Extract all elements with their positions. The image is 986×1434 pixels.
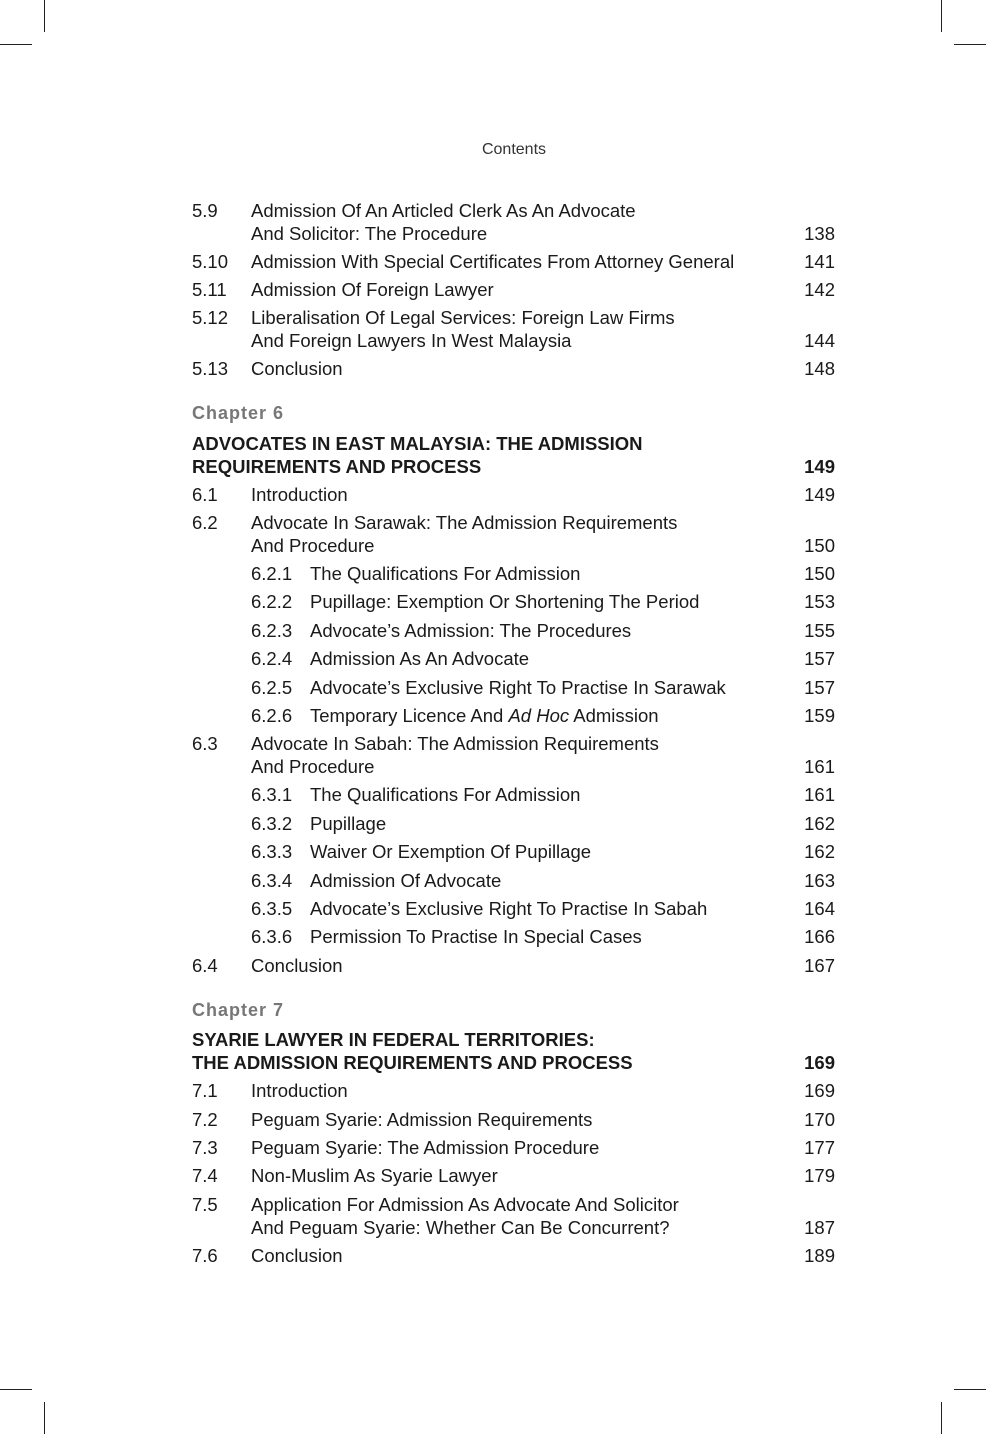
entry-page: 153: [804, 591, 835, 612]
crop-mark-top-right-vertical: [941, 0, 942, 32]
crop-mark-bottom-left-horizontal: [0, 1389, 32, 1390]
entry-title: Pupillage: Exemption Or Shortening The Period: [310, 591, 700, 612]
entry-page: 157: [804, 677, 835, 698]
entry-page: 161: [804, 784, 835, 805]
entry-number: 6.3.2: [251, 813, 293, 834]
chapter-6-label: Chapter 6: [192, 403, 285, 423]
entry-title-line1: Advocate In Sabah: The Admission Requirements: [251, 733, 659, 754]
entry-title: The Qualifications For Admission: [310, 563, 581, 584]
entry-number: 6.3.4: [251, 870, 293, 891]
entry-title-line2: And Procedure: [251, 756, 375, 777]
entry-title: [310, 704, 659, 727]
entry-page: 166: [804, 926, 835, 947]
entry-number: 7.5: [192, 1194, 218, 1215]
entry-number: 5.9: [192, 200, 218, 221]
entry-number: 5.11: [192, 279, 227, 300]
entry-title: The Qualifications For Admission: [310, 784, 581, 805]
chapter-title-line2: REQUIREMENTS AND PROCESS: [192, 456, 482, 477]
entry-number: 6.3.6: [251, 926, 293, 947]
chapter-title-line1: SYARIE LAWYER IN FEDERAL TERRITORIES:: [192, 1029, 595, 1050]
entry-title: Admission Of Advocate: [310, 870, 502, 891]
entry-page: 149: [804, 484, 835, 505]
entry-title-line2: And Procedure: [251, 535, 375, 556]
chapter-page: 169: [804, 1052, 835, 1073]
entry-title: Advocate’s Admission: The Procedures: [310, 620, 632, 641]
entry-title: Peguam Syarie: The Admission Procedure: [251, 1137, 600, 1158]
entry-title: Permission To Practise In Special Cases: [310, 926, 642, 947]
entry-page: 159: [804, 705, 835, 726]
entry-page: 141: [804, 251, 835, 272]
entry-page: 138: [804, 223, 835, 244]
entry-number: 6.3.1: [251, 784, 293, 805]
entry-number: 6.3.5: [251, 898, 293, 919]
entry-title: Waiver Or Exemption Of Pupillage: [310, 841, 592, 862]
entry-number: 6.2.2: [251, 591, 293, 612]
entry-title: Pupillage: [310, 813, 387, 834]
chapter-title-line1: ADVOCATES IN EAST MALAYSIA: THE ADMISSION: [192, 433, 643, 454]
entry-page: 155: [804, 620, 835, 641]
entry-title: Advocate’s Exclusive Right To Practise In Sabah: [310, 898, 708, 919]
entry-title: Conclusion: [251, 358, 343, 379]
entry-page: 150: [804, 563, 835, 584]
chapter-7-label: Chapter 7: [192, 1000, 285, 1020]
entry-number: 7.1: [192, 1080, 218, 1101]
entry-title: Admission Of Foreign Lawyer: [251, 279, 494, 300]
entry-page: 177: [804, 1137, 835, 1158]
entry-title-line1: Admission Of An Articled Clerk As An Advocate: [251, 200, 636, 221]
chapter-title-line2: THE ADMISSION REQUIREMENTS AND PROCESS: [192, 1052, 633, 1073]
entry-title: Advocate’s Exclusive Right To Practise In Sarawak: [310, 677, 726, 698]
entry-number: 6.2.6: [251, 705, 293, 726]
entry-number: 6.3.3: [251, 841, 293, 862]
entry-number: 5.10: [192, 251, 229, 272]
crop-mark-bottom-right-horizontal: [954, 1389, 986, 1390]
entry-title: Peguam Syarie: Admission Requirements: [251, 1109, 593, 1130]
entry-number: 6.2.5: [251, 677, 293, 698]
entry-title-line1: Advocate In Sarawak: The Admission Requirements: [251, 512, 678, 533]
entry-number: 5.13: [192, 358, 229, 379]
entry-number: 7.2: [192, 1109, 218, 1130]
crop-mark-top-left-horizontal: [0, 44, 32, 45]
entry-page: 162: [804, 813, 835, 834]
entry-page: 161: [804, 756, 835, 777]
entry-title: Conclusion: [251, 1245, 343, 1266]
entry-page: 148: [804, 358, 835, 379]
entry-number: 6.2: [192, 512, 218, 533]
entry-page: 164: [804, 898, 835, 919]
entry-page: 169: [804, 1080, 835, 1101]
entry-page: 179: [804, 1165, 835, 1186]
entry-page: 167: [804, 955, 835, 976]
entry-title-italic: Ad Hoc: [508, 705, 570, 726]
entry-number: 6.2.3: [251, 620, 293, 641]
running-header: Contents: [481, 141, 547, 158]
crop-mark-bottom-right-vertical: [941, 1402, 942, 1434]
entry-number: 7.3: [192, 1137, 218, 1158]
entry-title-line2: And Solicitor: The Procedure: [251, 223, 488, 244]
entry-title: Admission With Special Certificates From Attorney General: [251, 251, 735, 272]
entry-title-line2: And Peguam Syarie: Whether Can Be Concurrent?: [251, 1217, 670, 1238]
entry-number: 7.6: [192, 1245, 218, 1266]
entry-page: 142: [804, 279, 835, 300]
entry-title-pre: Temporary Licence And: [310, 705, 509, 726]
entry-page: 170: [804, 1109, 835, 1130]
entry-number: 6.4: [192, 955, 218, 976]
chapter-page: 149: [804, 456, 835, 477]
entry-number: 7.4: [192, 1165, 218, 1186]
entry-title-line2: And Foreign Lawyers In West Malaysia: [251, 330, 572, 351]
crop-mark-top-right-horizontal: [954, 44, 986, 45]
entry-number: 5.12: [192, 307, 229, 328]
entry-page: 162: [804, 841, 835, 862]
entry-title: Conclusion: [251, 955, 343, 976]
entry-number: 6.3: [192, 733, 218, 754]
crop-mark-bottom-left-vertical: [44, 1402, 45, 1434]
entry-title-line1: Liberalisation Of Legal Services: Foreign Law Firms: [251, 307, 675, 328]
entry-title-line1: Application For Admission As Advocate And Solicitor: [251, 1194, 679, 1215]
entry-number: 6.2.4: [251, 648, 293, 669]
entry-number: 6.1: [192, 484, 218, 505]
entry-title: Admission As An Advocate: [310, 648, 530, 669]
entry-title: Introduction: [251, 484, 348, 505]
entry-number: 6.2.1: [251, 563, 293, 584]
entry-title: Non-Muslim As Syarie Lawyer: [251, 1165, 498, 1186]
entry-page: 150: [804, 535, 835, 556]
crop-mark-top-left-vertical: [44, 0, 45, 32]
entry-page: 157: [804, 648, 835, 669]
entry-page: 189: [804, 1245, 835, 1266]
entry-page: 144: [804, 330, 835, 351]
entry-page: 163: [804, 870, 835, 891]
entry-page: 187: [804, 1217, 835, 1238]
entry-title: Introduction: [251, 1080, 348, 1101]
entry-title-post: Admission: [569, 705, 659, 726]
